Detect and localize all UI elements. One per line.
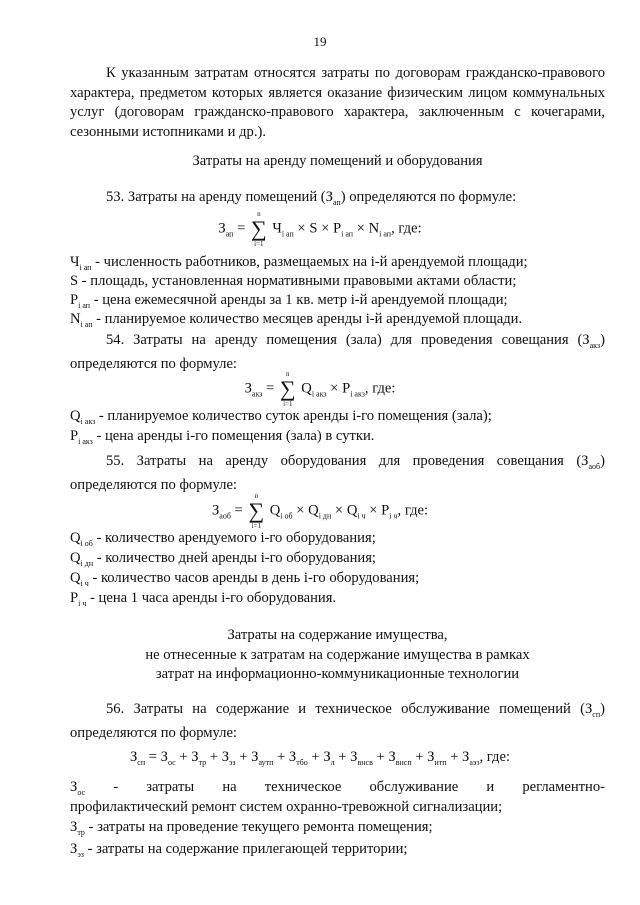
paragraph-55: 55. Затраты на аренду оборудования для проведения совещания $(З_{аоб})$ определяются по формуле:: [70, 453, 605, 494]
formula-55: $З_{аоб}$ = ∑ n i=1 $Q_{i об} \times Q_{i дн} \times Q_{i ч} \times P_{i ч}$, где:: [211, 492, 429, 530]
definition-row: $З_{эз}$ - затраты на содержание прилегающей территории;: [70, 841, 408, 859]
sum-symbol: ∑ n i=1: [248, 492, 265, 530]
page-number: 19: [313, 34, 327, 49]
definition-row: $Q_{i об}$ - количество арендуемого i-го оборудования;: [70, 530, 376, 548]
definition-row: $P_{i акз}$ - цена аренды i-го помещения (зала) в сутки.: [70, 428, 375, 446]
definition-row: $Q_{i акз}$ - планируемое количество суток аренды i-го помещения (зала);: [70, 408, 492, 426]
sum-symbol: ∑ n i=1: [250, 210, 267, 248]
paragraph-56: 56. Затраты на содержание и техническое обслуживание помещений $(З_{сп})$ определяются по формуле:: [70, 701, 605, 742]
formula-53: $З_{ап}$ = ∑ n i=1 $Ч_{i ап} \times S \times P_{i ап} \times N_{i ап}$, где:: [218, 210, 422, 248]
paragraph-54: 54. Затраты на аренду помещения (зала) для проведения совещания $(З_{акз})$ определяются по формуле:: [70, 332, 605, 373]
definition-row: $P_{i ч}$ - цена 1 часа аренды i-го оборудования.: [70, 590, 337, 608]
definition-continuation: профилактический ремонт систем охранно-тревожной сигнализации;: [70, 799, 503, 815]
definition-row: $Q_{i дн}$ - количество дней аренды i-го оборудования;: [70, 550, 376, 568]
section-heading-property: Затраты на содержание имущества, не отнесенные к затратам на содержание имущества в рамках затрат на информационно-коммуникационные технологии: [145, 627, 530, 682]
sum-symbol: ∑ n i=1: [279, 370, 296, 408]
definition-row: $Ч_{i ап}$ - численность работников, размещаемых на i-й арендуемой площади;: [70, 254, 528, 272]
paragraph-53: 53. Затраты на аренду помещений $(З_{ап})$ определяются по формуле:: [106, 189, 517, 207]
definition-row: $N_{i ап}$ - планируемое количество месяцев аренды i-й арендуемой площади.: [70, 311, 523, 329]
formula-56: $З_{сп} = З_{ос} + З_{тр} + З_{эз} + З_{аутп} + З_{тбо} + З_л + З_{внсв} + З_{внсп} + З_{итп} + З_{аэз}$, где:: [129, 749, 511, 767]
intro-paragraph: К указанным затратам относятся затраты по договорам гражданско-правового характера, предметом которых является оказание физическим лицом коммунальных услуг (договорам гражданско-правового характера, заключенным с кочегарами, сезонными истопниками и др.).: [70, 65, 605, 140]
formula-54: $З_{акз}$ = ∑ n i=1 $Q_{i акз} \times P_{i акз}$, где:: [244, 370, 396, 408]
definition-row: $З_{ос}$ - затраты на техническое обслуживание и регламентно-: [70, 779, 605, 797]
definition-row: $Q_{i ч}$ - количество часов аренды в день i-го оборудования;: [70, 570, 420, 588]
section-heading-rent: Затраты на аренду помещений и оборудования: [192, 153, 483, 169]
definition-row: $З_{тр}$ - затраты на проведение текущего ремонта помещения;: [70, 819, 433, 837]
definition-row: S - площадь, установленная нормативными правовыми актами области;: [70, 273, 517, 289]
definition-row: $P_{i ап}$ - цена ежемесячной аренды за 1 кв. метр i-й арендуемой площади;: [70, 292, 508, 310]
